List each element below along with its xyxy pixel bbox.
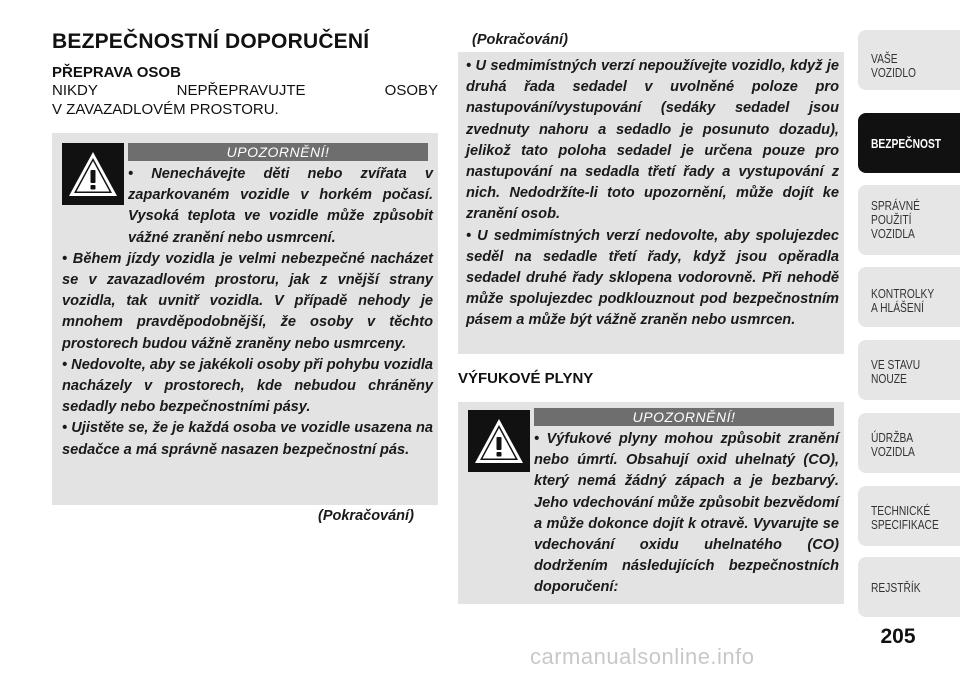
intro-line-1: NIKDY NEPŘEPRAVUJTE OSOBY [52,82,438,99]
continued-label: (Pokračování) [318,508,414,524]
warning-item: • U sedmimístných verzí nedovolte, aby spolujezdec seděl na sedadle třetí řady, když jsou opěradla sedadel druhé řady sklopena vodorovně. Při nehodě může spolujezdec podklouznout pod bezpečnostním pásem a může být vážně zraněn nebo usmrcen. [466,227,839,329]
continued-label-top: (Pokračování) [472,32,568,48]
warning-item: • U sedmimístných verzí nepoužívejte vozidlo, když je druhá řada sedadel v uvolněné poloze pro nastupování/vystupování (sedáky sedadel jsou zvednuty nahoru a sedadlo je posunuto dozadu), jelikož tato poloha sedadel je určena pouze pro nastupování na sedadla třetí řady a vystupování z nich. Nedodržíte-li toto upozornění, může dojít ke zranění osob. [466,58,839,223]
warning-item: • Nedovolte, aby se jakékoli osoby při pohybu vozidla nacházely v prostorech, kde nebudou chráněny sedadly nebo bezpečnostními pásy. [62,356,433,416]
intro-line-2: V ZAVAZADLOVÉM PROSTORU. [52,101,279,118]
tab-bezpecnost[interactable]: BEZPEČNOST [858,113,960,173]
tab-kontrolky[interactable]: KONTROLKY A HLÁŠENÍ [858,267,960,327]
warning-box-continued [458,52,844,354]
warning-header: UPOZORNĚNÍ! [534,408,834,426]
tab-ve-stavu-nouze[interactable]: VE STAVU NOUZE [858,340,960,400]
chapter-tabs [858,30,960,614]
tab-spravne-pouziti[interactable]: SPRÁVNÉ POUŽITÍ VOZIDLA [858,185,960,255]
page-number: 205 [880,625,916,648]
watermark: carmanualsonline.info [530,644,755,669]
warning-item: • Nenechávejte děti nebo zvířata v zaparkovaném vozidle v horkém počasí. Vysoká teplota ve vozidle může způsobit vážné zranění nebo usmrcení. [128,166,433,246]
tab-udrzba[interactable]: ÚDRŽBA VOZIDLA [858,413,960,473]
intro-text [52,81,438,119]
warning-body-exhaust [466,429,839,599]
warning-header: UPOZORNĚNÍ! [128,143,428,161]
warning-box-exhaust [458,402,844,604]
warning-item: • Během jízdy vozidla je velmi nebezpečné nacházet se v zavazadlovém prostoru, jak z vnější strany vozidla, tak uvnitř vozidla. V případě nehody je mnohem pravděpodobnější, že osoby v těchto prostorech budou vážně zraněny nebo usmrceny. [62,250,433,352]
warning-box-passengers [52,133,438,505]
warning-body-continued [466,56,839,332]
warning-body [62,164,433,461]
warning-item: • Ujistěte se, že je každá osoba ve vozidle usazena na sedačce a má správně nasazen bezpečnostní pás. [62,420,433,458]
tab-technicke-specifikace[interactable]: TECHNICKÉ SPECIFIKACE [858,486,960,546]
section-title-passengers: PŘEPRAVA OSOB [52,64,181,81]
tab-vase-vozidlo[interactable]: VAŠE VOZIDLO [858,30,960,90]
section-title-exhaust: VÝFUKOVÉ PLYNY [458,370,594,387]
page-title: BEZPEČNOSTNÍ DOPORUČENÍ [52,30,370,53]
tab-rejstrik[interactable]: REJSTŘÍK [858,557,960,617]
warning-item: • Výfukové plyny mohou způsobit zranění nebo úmrtí. Obsahují oxid uhelnatý (CO), který nemá žádný zápach a je bezbarvý. Jeho vdechování může způsobit bezvědomí a může dokonce dojít k otravě. Vyvarujte se vdechování oxidu uhelnatého (CO) dodržením následujících bezpečnostních doporučení: [534,431,839,596]
